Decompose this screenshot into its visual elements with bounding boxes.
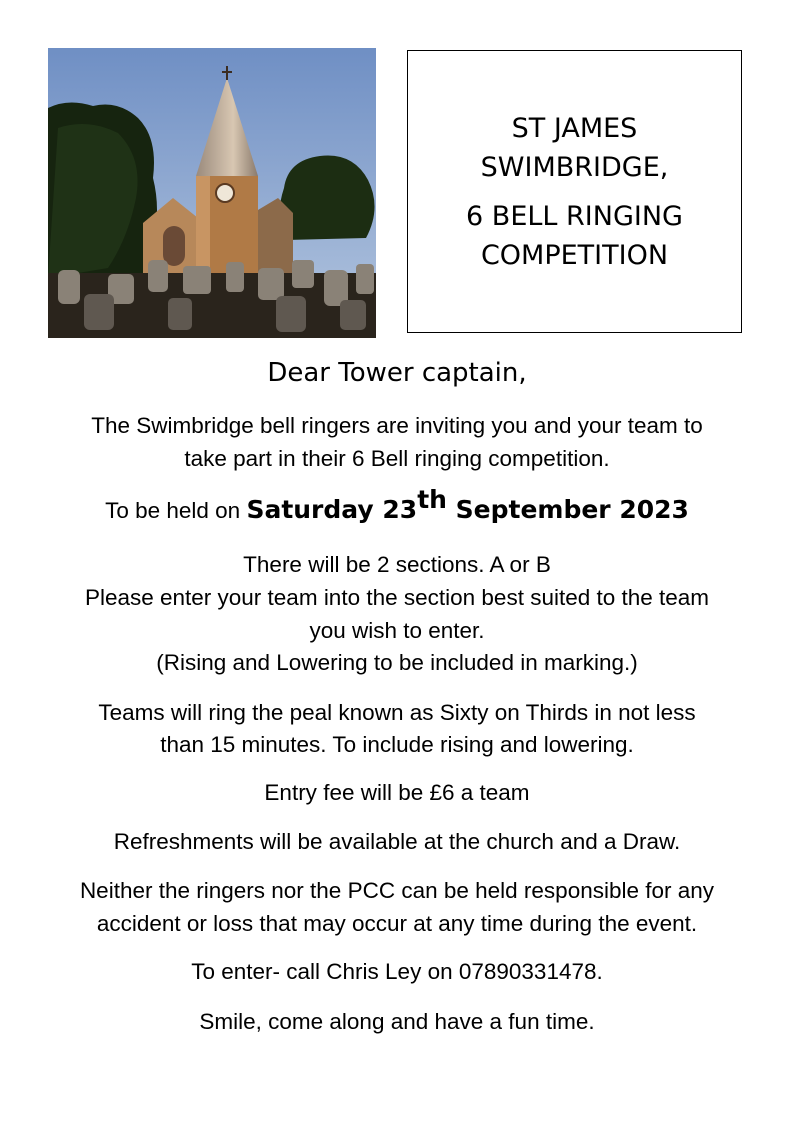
title-line-3: 6 BELL RINGING bbox=[466, 201, 683, 232]
event-date-line bbox=[0, 485, 794, 527]
sections-line-2: Please enter your team into the section best suited to the team bbox=[84, 585, 710, 610]
sections-line-1: There will be 2 sections. A or B bbox=[243, 552, 551, 577]
title-line-1: ST JAMES bbox=[511, 113, 638, 144]
church-photo bbox=[48, 48, 376, 338]
church-photo-icon bbox=[48, 48, 376, 338]
invite-line-1: The Swimbridge bell ringers are inviting you and your team to bbox=[91, 413, 703, 438]
disclaimer-line-1: Neither the ringers nor the PCC can be held responsible for any bbox=[79, 878, 715, 903]
entry-fee: Entry fee will be £6 a team bbox=[264, 780, 530, 805]
peal-line-2: than 15 minutes. To include rising and lowering. bbox=[160, 732, 634, 757]
invite-line-2: take part in their 6 Bell ringing competition. bbox=[184, 446, 610, 471]
date-prefix: To be held on bbox=[105, 498, 247, 523]
date-rest: September 2023 bbox=[446, 495, 689, 524]
sections-line-3: you wish to enter. bbox=[309, 618, 485, 643]
greeting: Dear Tower captain, bbox=[267, 358, 527, 388]
date-day: Saturday 23 bbox=[246, 495, 418, 524]
date-suffix: th bbox=[417, 485, 447, 514]
peal-line-1: Teams will ring the peal known as Sixty on Thirds in not less bbox=[98, 700, 696, 725]
sections-line-4: (Rising and Lowering to be included in marking.) bbox=[156, 650, 638, 675]
closing-line: Smile, come along and have a fun time. bbox=[199, 1009, 595, 1034]
disclaimer-line-2: accident or loss that may occur at any time during the event. bbox=[96, 911, 698, 936]
title-box bbox=[407, 50, 742, 333]
refreshments: Refreshments will be available at the church and a Draw. bbox=[113, 829, 681, 854]
contact-line: To enter- call Chris Ley on 07890331478. bbox=[191, 959, 603, 984]
title-line-4: COMPETITION bbox=[480, 240, 669, 271]
title-line-2: SWIMBRIDGE, bbox=[480, 152, 669, 183]
